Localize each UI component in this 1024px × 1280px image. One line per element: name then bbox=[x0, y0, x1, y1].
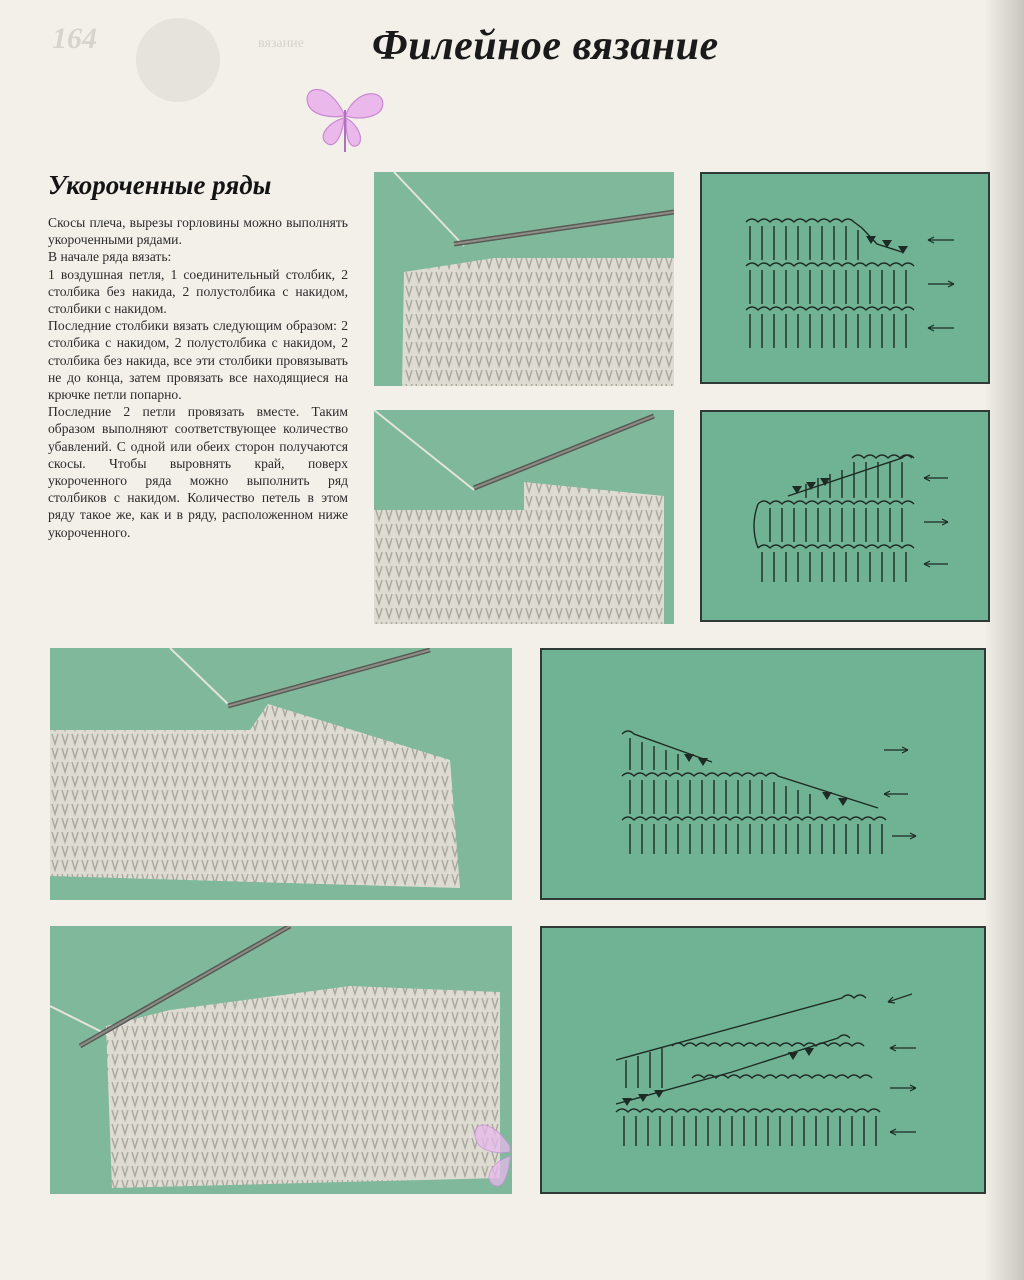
swatch-illustration bbox=[374, 410, 674, 624]
crochet-chart bbox=[702, 412, 988, 620]
page-edge-shadow bbox=[984, 0, 1024, 1280]
swatch-illustration bbox=[374, 172, 674, 386]
photo-short-row-1 bbox=[374, 172, 674, 386]
chart-short-row-3 bbox=[540, 648, 986, 900]
crochet-chart bbox=[542, 928, 984, 1192]
photo-short-row-3 bbox=[50, 648, 512, 900]
swatch-illustration bbox=[50, 648, 512, 900]
crochet-chart bbox=[542, 650, 984, 898]
section-body bbox=[48, 214, 348, 541]
page-title: Филейное вязание bbox=[372, 23, 719, 69]
paragraph: Последние столбики вязать следующим образом: 2 столбика с накидом, 2 полустолбика с накидом, 2 столбика без накида, все эти столбики провязывать не до конца, затем провязать все находящиеся на крючке петли попарно. bbox=[48, 318, 348, 403]
chart-short-row-2 bbox=[700, 410, 990, 622]
folio-ornament bbox=[136, 18, 220, 102]
swatch-illustration bbox=[50, 926, 512, 1194]
photo-short-row-2 bbox=[374, 410, 674, 624]
paragraph: Последние 2 петли провязать вместе. Таким образом выполняют соответствующее количество убавлений. С одной или обеих сторон получаются скосы. Чтобы выровнять край, поверх укороченного ряда можно выполнить ряд столбиков с накидом. Количество петель в этом ряду такое же, как и в ряду, расположенном ниже укороченного. bbox=[48, 404, 348, 540]
chart-short-row-4 bbox=[540, 926, 986, 1194]
section-title: Укороченные ряды bbox=[48, 170, 272, 200]
paragraph: В начале ряда вязать: bbox=[48, 249, 172, 265]
page-number: 164 bbox=[52, 22, 97, 55]
paragraph: Скосы плеча, вырезы горловины можно выполнять укороченными рядами. bbox=[48, 215, 348, 248]
photo-short-row-4 bbox=[50, 926, 512, 1194]
running-head: вязание bbox=[258, 36, 304, 51]
butterfly-icon bbox=[298, 70, 390, 162]
chart-short-row-1 bbox=[700, 172, 990, 384]
paragraph: 1 воздушная петля, 1 соединительный столбик, 2 столбика без накида, 2 полустолбика с накидом, столбики с накидом. bbox=[48, 266, 348, 317]
crochet-chart bbox=[702, 174, 988, 382]
